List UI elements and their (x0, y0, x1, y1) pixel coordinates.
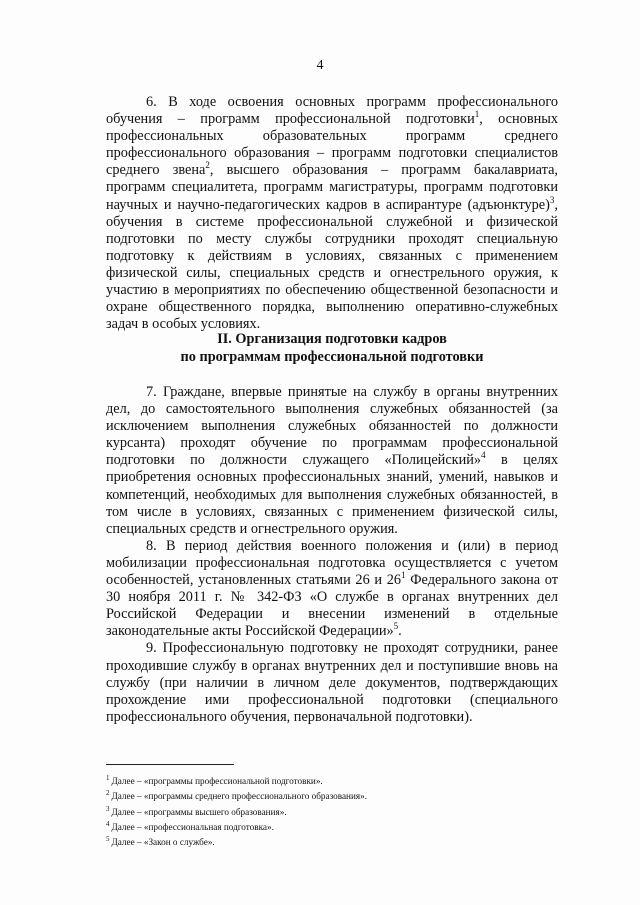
footnote-5-number: 5 (106, 835, 110, 844)
section-heading (106, 330, 558, 366)
paragraph-6-text-2: , основных профессиональных образовательных программ среднего профессионального образования – программ подготовки специалистов среднего звена (106, 111, 558, 179)
section-heading-line-1: II. Организация подготовки кадров (217, 331, 447, 347)
article-superscript: 1 (401, 570, 406, 581)
paragraph-8-text-3: . (398, 623, 402, 640)
paragraph-6-text-1: 6. В ходе освоения основных программ профессионального обучения – программ профессиональной подготовки (106, 94, 558, 128)
footnote-1-text: Далее – «программы профессиональной подготовки». (111, 776, 323, 787)
paragraph-8-text-2: Федерального закона от 30 ноября 2011 г. № 342-ФЗ «О службе в органах внутренних дел Российской Федерации и внесении изменений в отдельные законодательные акты Российской Федерации» (106, 572, 559, 640)
footnote-3 (106, 803, 558, 818)
footnote-4 (106, 818, 558, 833)
paragraph-7 (106, 384, 558, 538)
footnote-ref-3: 3 (549, 194, 555, 205)
footnote-5 (106, 833, 558, 848)
paragraph-6-text-4: , обучения в системе профессиональной служебной и физической подготовки по месту службы сотрудники проходят специальную подготовку к действиям в условиях, связанных с применением физической силы, специальных средств и огнестрельного оружия, к участию в мероприятиях по обеспечению общественной безопасности и охране общественного порядка, выполнению оперативно-служебных задач в особых условиях. (106, 196, 558, 333)
paragraph-6 (106, 94, 558, 333)
footnote-4-number: 4 (106, 819, 110, 828)
footnote-3-text: Далее – «программы высшего образования». (111, 806, 287, 817)
paragraph-7-text-1: 7. Граждане, впервые принятые на службу в органы внутренних дел, до самостоятельного выполнения служебных обязанностей (за исключением выполнения служебных обязанностей по должности курсанта) проходят обучение по программам профессиональной подготовки по должности служащего «Полицейский» (106, 384, 558, 469)
section-heading-line-2: по программам профессиональной подготовки (180, 349, 484, 365)
footnote-3-number: 3 (106, 804, 110, 813)
paragraph-6-text-3: , высшего образования – программ бакалавриата, программ специалитета, программ магистратуры, программ подготовки научных и научно-педагогических кадров в аспирантуре (адъюнктуре) (106, 162, 558, 213)
footnote-ref-2: 2 (205, 160, 210, 171)
footnote-ref-5: 5 (393, 621, 399, 632)
paragraph-8 (106, 538, 558, 641)
footnotes (106, 772, 558, 848)
footnote-2 (106, 787, 558, 802)
section-2-body (106, 384, 558, 726)
footnote-ref-4: 4 (481, 450, 486, 461)
paragraph-8-text-1: 8. В период действия военного положения и (или) в период мобилизации профессиональная подготовка осуществляется с учетом особенностей, установленных статьями 26 и 26 (106, 537, 558, 589)
paragraph-7-text-2: в целях приобретения основных профессиональных знаний, умений, навыков и компетенций, необходимых для выполнения служебных обязанностей, в том числе в условиях, связанных с применением физической силы, специальных средств и огнестрельного оружия. (106, 452, 558, 537)
footnote-5-text: Далее – «Закон о службе». (111, 837, 215, 848)
footnote-2-text: Далее – «программы среднего профессионального образования». (111, 791, 367, 802)
footnote-2-number: 2 (106, 789, 110, 798)
footnote-1-number: 1 (106, 774, 110, 782)
section-1-body (106, 94, 558, 333)
paragraph-9: 9. Профессиональную подготовку не проходят сотрудники, ранее проходившие службу в органах внутренних дел и поступившие вновь на службу (при наличии в личном деле документов, подтверждающих прохождение ими профессиональной подготовки (специального профессионального обучения, первоначальной подготовки). (106, 640, 558, 725)
footnote-ref-1: 1 (474, 109, 480, 120)
footnote-1 (106, 772, 558, 787)
footnote-divider (106, 764, 234, 765)
page-number: 4 (316, 58, 324, 73)
footnote-4-text: Далее – «профессиональная подготовка». (111, 821, 274, 832)
